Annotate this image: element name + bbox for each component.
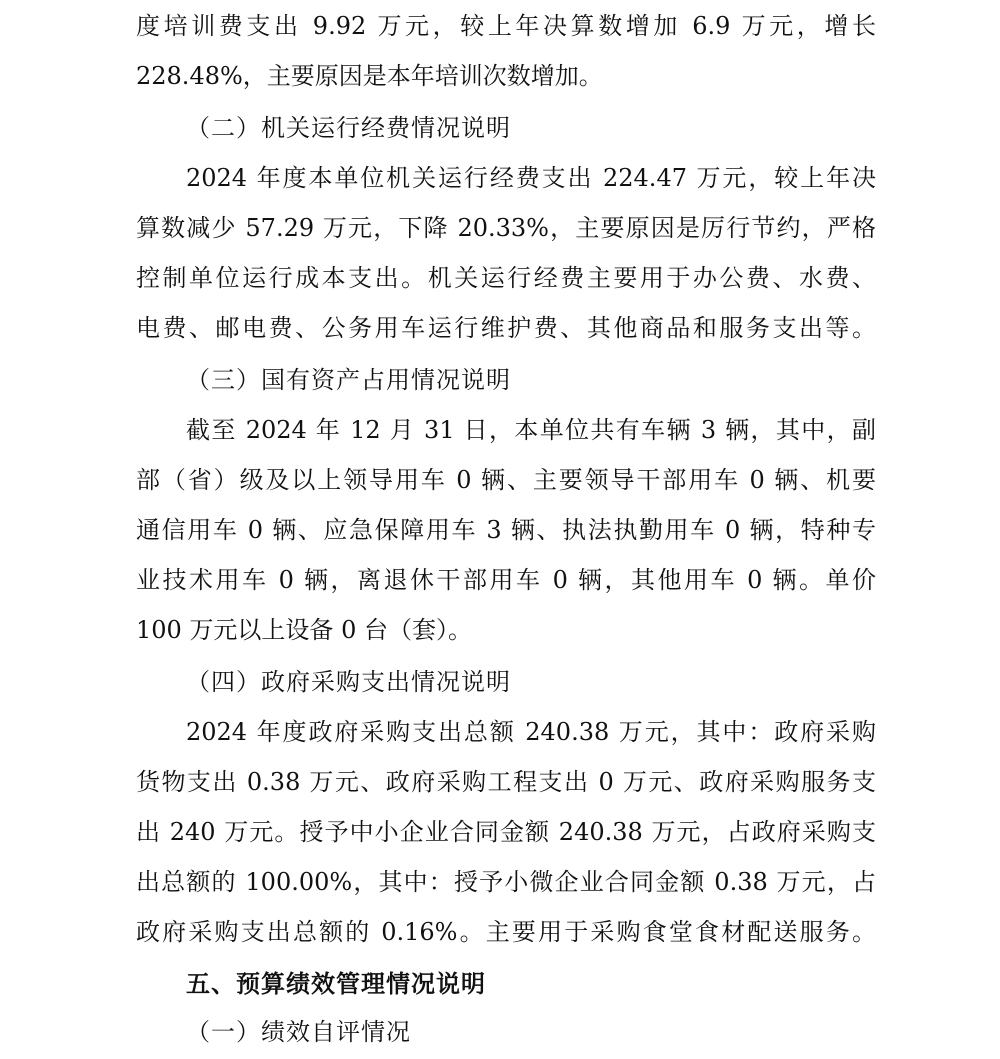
paragraph-line-3: 2024 年度本单位机关运行经费支出 224.47 万元，较上年决	[186, 164, 876, 192]
paragraph-line-16: 政府采购支出总额的 0.16%。主要用于采购食堂食材配送服务。	[136, 918, 876, 946]
subsection-heading-5-1: （一）绩效自评情况	[186, 1018, 411, 1046]
section-heading-3: （三）国有资产占用情况说明	[186, 366, 511, 394]
paragraph-line-6: 电费、邮电费、公务用车运行维护费、其他商品和服务支出等。	[136, 314, 876, 342]
paragraph-line-7: 截至 2024 年 12 月 31 日，本单位共有车辆 3 辆，其中，副	[186, 416, 876, 444]
paragraph-line-13: 货物支出 0.38 万元、政府采购工程支出 0 万元、政府采购服务支	[136, 768, 876, 796]
paragraph-line-11: 100 万元以上设备 0 台（套）。	[136, 616, 472, 644]
paragraph-line-4: 算数减少 57.29 万元，下降 20.33%，主要原因是厉行节约，严格	[136, 214, 876, 242]
paragraph-line-12: 2024 年度政府采购支出总额 240.38 万元，其中：政府采购	[186, 718, 876, 746]
paragraph-line-9: 通信用车 0 辆、应急保障用车 3 辆、执法执勤用车 0 辆，特种专	[136, 516, 876, 544]
paragraph-line-15: 出总额的 100.00%，其中：授予小微企业合同金额 0.38 万元，占	[136, 868, 876, 896]
paragraph-line-1: 度培训费支出 9.92 万元，较上年决算数增加 6.9 万元，增长	[136, 12, 876, 40]
paragraph-line-5: 控制单位运行成本支出。机关运行经费主要用于办公费、水费、	[136, 264, 876, 292]
paragraph-line-2: 228.48%，主要原因是本年培训次数增加。	[136, 62, 603, 90]
section-heading-5: 五、预算绩效管理情况说明	[186, 970, 486, 998]
paragraph-line-8: 部（省）级及以上领导用车 0 辆、主要领导干部用车 0 辆、机要	[136, 466, 876, 494]
section-heading-2: （二）机关运行经费情况说明	[186, 114, 511, 142]
paragraph-line-10: 业技术用车 0 辆，离退休干部用车 0 辆，其他用车 0 辆。单价	[136, 566, 876, 594]
section-heading-4: （四）政府采购支出情况说明	[186, 668, 511, 696]
paragraph-line-14: 出 240 万元。授予中小企业合同金额 240.38 万元，占政府采购支	[136, 818, 876, 846]
